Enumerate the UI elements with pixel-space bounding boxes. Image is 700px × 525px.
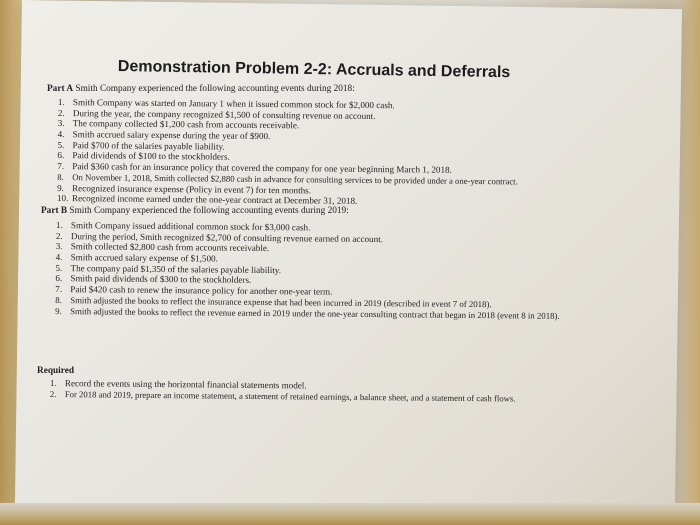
item-text: On November 1, 2018, Smith collected $2,880 cash in advance for consulting services to be provided under a one-year contract. (72, 171, 518, 187)
item-text: Record the events using the horizontal financial statements model. (64, 378, 307, 391)
part-b-intro: Smith Company experienced the following accounting events during 2019: (69, 206, 349, 216)
item-number: 2. (55, 230, 63, 241)
item-text: Paid dividends of $100 to the stockholders. (72, 150, 230, 163)
item-number: 7. (55, 284, 63, 295)
item-number: 2. (49, 388, 57, 399)
item-number: 8. (57, 171, 64, 182)
item-text: Smith adjusted the books to reflect the insurance expense that had been incurred in 2019 (described in event 7 of 2018). (70, 294, 492, 309)
part-b-list (55, 220, 626, 322)
desk-bottom-edge (0, 503, 700, 525)
item-number: 4. (57, 129, 65, 140)
item-number: 5. (55, 262, 63, 273)
item-number: 5. (57, 139, 65, 150)
item-text: Paid $700 of the salaries payable liability. (72, 139, 225, 152)
desk-right-edge (680, 0, 700, 525)
item-text: Recognized insurance expense (Policy in event 7) for ten months. (72, 182, 312, 195)
required-heading: Required (37, 366, 75, 376)
part-a-list (57, 97, 519, 208)
item-number: 1. (55, 220, 63, 231)
part-b-label: Part B (41, 206, 68, 216)
item-text: Recognized income earned under the one-year contract at December 31, 2018. (71, 193, 358, 207)
item-text: The company paid $1,350 of the salaries payable liability. (70, 262, 282, 275)
part-a-label: Part A (47, 84, 74, 94)
part-b-heading (41, 206, 349, 216)
item-number: 7. (57, 161, 65, 172)
item-number: 3. (57, 118, 65, 129)
item-number: 1. (57, 97, 65, 108)
item-text: The company collected $1,200 cash from accounts receivable. (72, 118, 300, 131)
item-text: Smith paid dividends of $300 to the stockholders. (70, 273, 252, 286)
item-number: 9. (55, 305, 62, 316)
item-number: 9. (57, 182, 65, 193)
item-text: During the year, the company recognized $1,500 of consulting revenue on account. (72, 107, 376, 121)
page-title: Demonstration Problem 2-2: Accruals and Deferrals (117, 58, 511, 82)
item-text: Smith accrued salary expense of $1,500. (70, 252, 218, 264)
item-text: Smith Company issued additional common stock for $3,000 cash. (70, 220, 311, 233)
item-text: Paid $360 cash for an insurance policy that covered the company for one year beginning March 1, 2018. (72, 161, 452, 175)
item-number: 6. (57, 150, 65, 161)
item-number: 3. (55, 241, 63, 252)
item-number: 2. (57, 107, 65, 118)
part-a-intro: Smith Company experienced the following accounting events during 2018: (75, 84, 355, 94)
part-a-heading (47, 84, 355, 94)
item-number: 1. (49, 378, 57, 389)
item-number: 10. (56, 193, 69, 204)
item-number: 8. (55, 294, 62, 305)
item-text: Smith adjusted the books to reflect the revenue earned in 2019 under the one-year consulting contract that began in 2018 (event 8 in 2018). (70, 305, 560, 321)
item-number: 6. (55, 273, 63, 284)
item-text: Paid $420 cash to renew the insurance policy for another one-year term. (70, 284, 333, 297)
item-text: For 2018 and 2019, prepare an income statement, a statement of retained earnings, a balance sheet, and a statement of cash flows. (64, 388, 516, 404)
item-number: 4. (55, 252, 63, 263)
item-text: During the period, Smith recognized $2,700 of consulting revenue earned on account. (70, 230, 384, 244)
required-list (50, 378, 516, 404)
item-text: Smith collected $2,800 cash from accounts receivable. (70, 241, 270, 254)
item-text: Smith accrued salary expense during the year of $900. (72, 129, 271, 142)
item-text: Smith Company was started on January 1 when it issued common stock for $2,000 cash. (72, 97, 395, 111)
